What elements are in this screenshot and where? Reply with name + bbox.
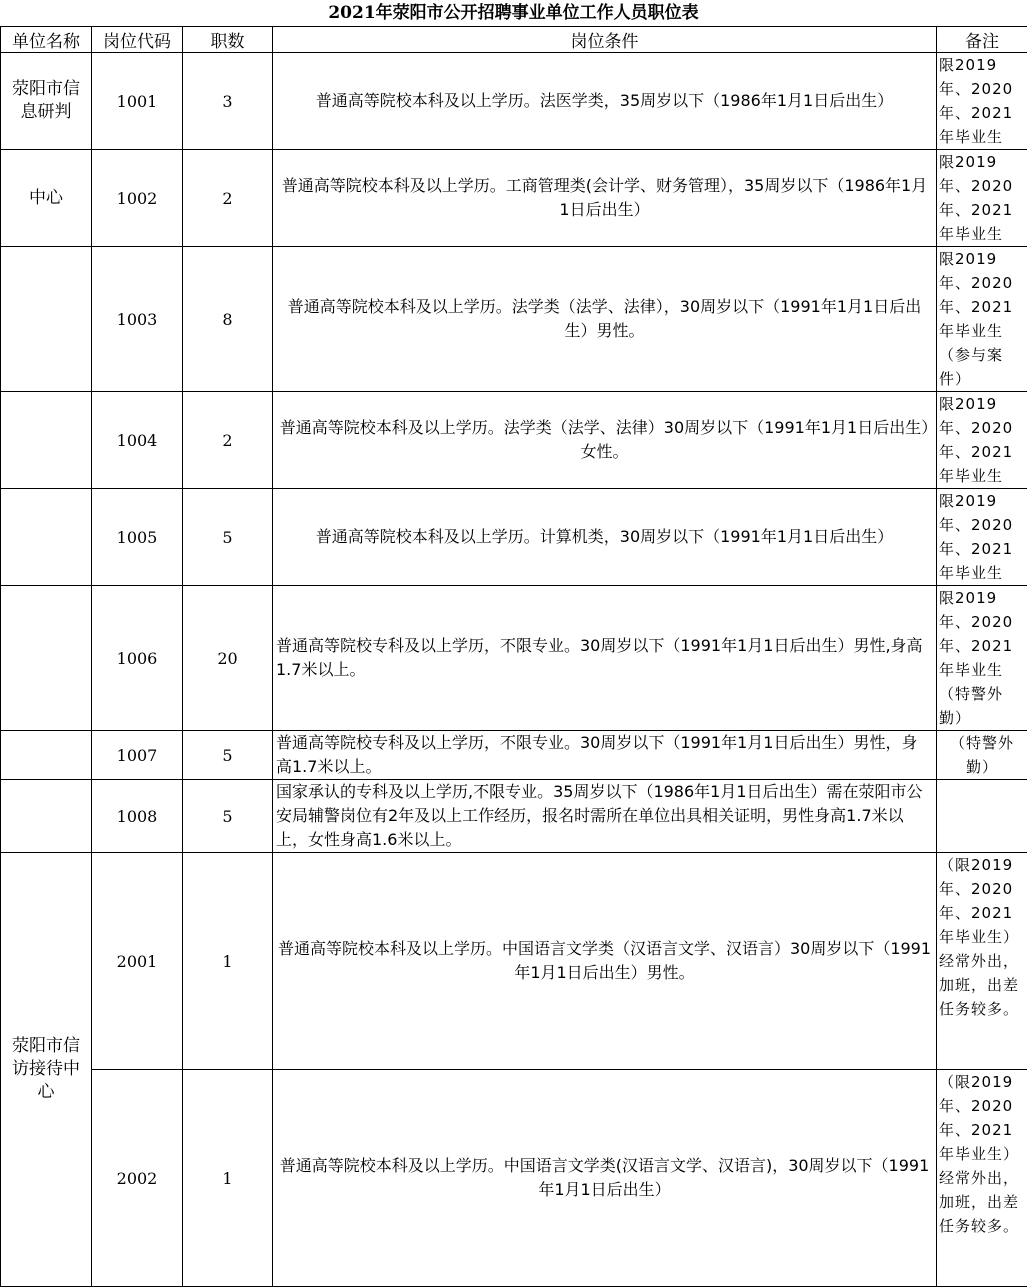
unit-cell bbox=[1, 586, 92, 731]
position-code: 1007 bbox=[92, 731, 183, 780]
position-count: 3 bbox=[183, 53, 273, 150]
position-code: 2001 bbox=[92, 853, 183, 1070]
position-note: 限2019年、2020年、2021年毕业生 bbox=[937, 489, 1027, 586]
position-count: 1 bbox=[183, 1070, 273, 1287]
position-note: （限2019年、2020年、2021年毕业生）经常外出，加班，出差任务较多。 bbox=[937, 853, 1027, 1070]
position-note bbox=[937, 780, 1027, 853]
position-condition: 普通高等院校本科及以上学历。法学类（法学、法律），30周岁以下（1991年1月1日后出生）男性。 bbox=[273, 247, 937, 392]
position-code: 1006 bbox=[92, 586, 183, 731]
position-condition: 普通高等院校本科及以上学历。法医学类，35周岁以下（1986年1月1日后出生） bbox=[273, 53, 937, 150]
unit-cell: 中心 bbox=[1, 150, 92, 247]
header-code: 岗位代码 bbox=[92, 27, 183, 53]
header-count: 职数 bbox=[183, 27, 273, 53]
table-row bbox=[1, 53, 1027, 150]
table-row bbox=[1, 392, 1027, 489]
position-condition: 普通高等院校本科及以上学历。工商管理类(会计学、财务管理），35周岁以下（1986年1月1日后出生） bbox=[273, 150, 937, 247]
position-count: 5 bbox=[183, 731, 273, 780]
table-row bbox=[1, 150, 1027, 247]
table-row bbox=[1, 489, 1027, 586]
table-row bbox=[1, 586, 1027, 731]
position-count: 20 bbox=[183, 586, 273, 731]
position-code: 2002 bbox=[92, 1070, 183, 1287]
position-count: 2 bbox=[183, 150, 273, 247]
table-row bbox=[1, 731, 1027, 780]
position-note: （特警外勤） bbox=[937, 731, 1027, 780]
position-code: 1003 bbox=[92, 247, 183, 392]
position-note: 限2019年、2020年、2021年毕业生 bbox=[937, 392, 1027, 489]
position-count: 8 bbox=[183, 247, 273, 392]
unit-cell bbox=[1, 392, 92, 489]
unit-cell: 荥阳市信息研判 bbox=[1, 53, 92, 150]
unit-cell bbox=[1, 489, 92, 586]
unit-cell bbox=[1, 731, 92, 780]
position-count: 1 bbox=[183, 853, 273, 1070]
position-condition: 普通高等院校本科及以上学历。中国语言文学类（汉语言文学、汉语言）30周岁以下（1991年1月1日后出生）男性。 bbox=[273, 853, 937, 1070]
position-code: 1002 bbox=[92, 150, 183, 247]
position-condition: 普通高等院校本科及以上学历。计算机类，30周岁以下（1991年1月1日后出生） bbox=[273, 489, 937, 586]
position-note: 限2019年、2020年、2021年毕业生（参与案件） bbox=[937, 247, 1027, 392]
unit-cell bbox=[1, 247, 92, 392]
page-title: 2021年荥阳市公开招聘事业单位工作人员职位表 bbox=[0, 0, 1027, 26]
position-note: （限2019年、2020年、2021年毕业生）经常外出，加班，出差任务较多。 bbox=[937, 1070, 1027, 1287]
header-unit: 单位名称 bbox=[1, 27, 92, 53]
table-row bbox=[1, 853, 1027, 1070]
position-condition: 国家承认的专科及以上学历,不限专业。35周岁以下（1986年1月1日后出生）需在荥阳市公安局辅警岗位有2年及以上工作经历，报名时需所在单位出具相关证明，男性身高1.7米以上，女性身高1.6米以上。 bbox=[273, 780, 937, 853]
table-row bbox=[1, 1070, 1027, 1287]
position-note: 限2019年、2020年、2021年毕业生（特警外勤） bbox=[937, 586, 1027, 731]
table-row bbox=[1, 780, 1027, 853]
position-count: 2 bbox=[183, 392, 273, 489]
unit-cell: 荥阳市信访接待中心 bbox=[1, 853, 92, 1287]
position-count: 5 bbox=[183, 780, 273, 853]
position-code: 1004 bbox=[92, 392, 183, 489]
position-code: 1005 bbox=[92, 489, 183, 586]
table-row bbox=[1, 247, 1027, 392]
position-condition: 普通高等院校专科及以上学历，不限专业。30周岁以下（1991年1月1日后出生）男性，身高1.7米以上。 bbox=[273, 731, 937, 780]
position-condition: 普通高等院校本科及以上学历。法学类（法学、法律）30周岁以下（1991年1月1日后出生）女性。 bbox=[273, 392, 937, 489]
position-code: 1001 bbox=[92, 53, 183, 150]
unit-cell bbox=[1, 780, 92, 853]
table-header-row bbox=[1, 27, 1027, 53]
position-condition: 普通高等院校本科及以上学历。中国语言文学类(汉语言文学、汉语言)，30周岁以下（1991年1月1日后出生） bbox=[273, 1070, 937, 1287]
positions-table bbox=[0, 26, 1027, 1287]
position-code: 1008 bbox=[92, 780, 183, 853]
position-count: 5 bbox=[183, 489, 273, 586]
position-condition: 普通高等院校专科及以上学历，不限专业。30周岁以下（1991年1月1日后出生）男性,身高1.7米以上。 bbox=[273, 586, 937, 731]
header-note: 备注 bbox=[937, 27, 1027, 53]
position-note: 限2019年、2020年、2021年毕业生 bbox=[937, 150, 1027, 247]
header-condition: 岗位条件 bbox=[273, 27, 937, 53]
position-note: 限2019年、2020年、2021年毕业生 bbox=[937, 53, 1027, 150]
